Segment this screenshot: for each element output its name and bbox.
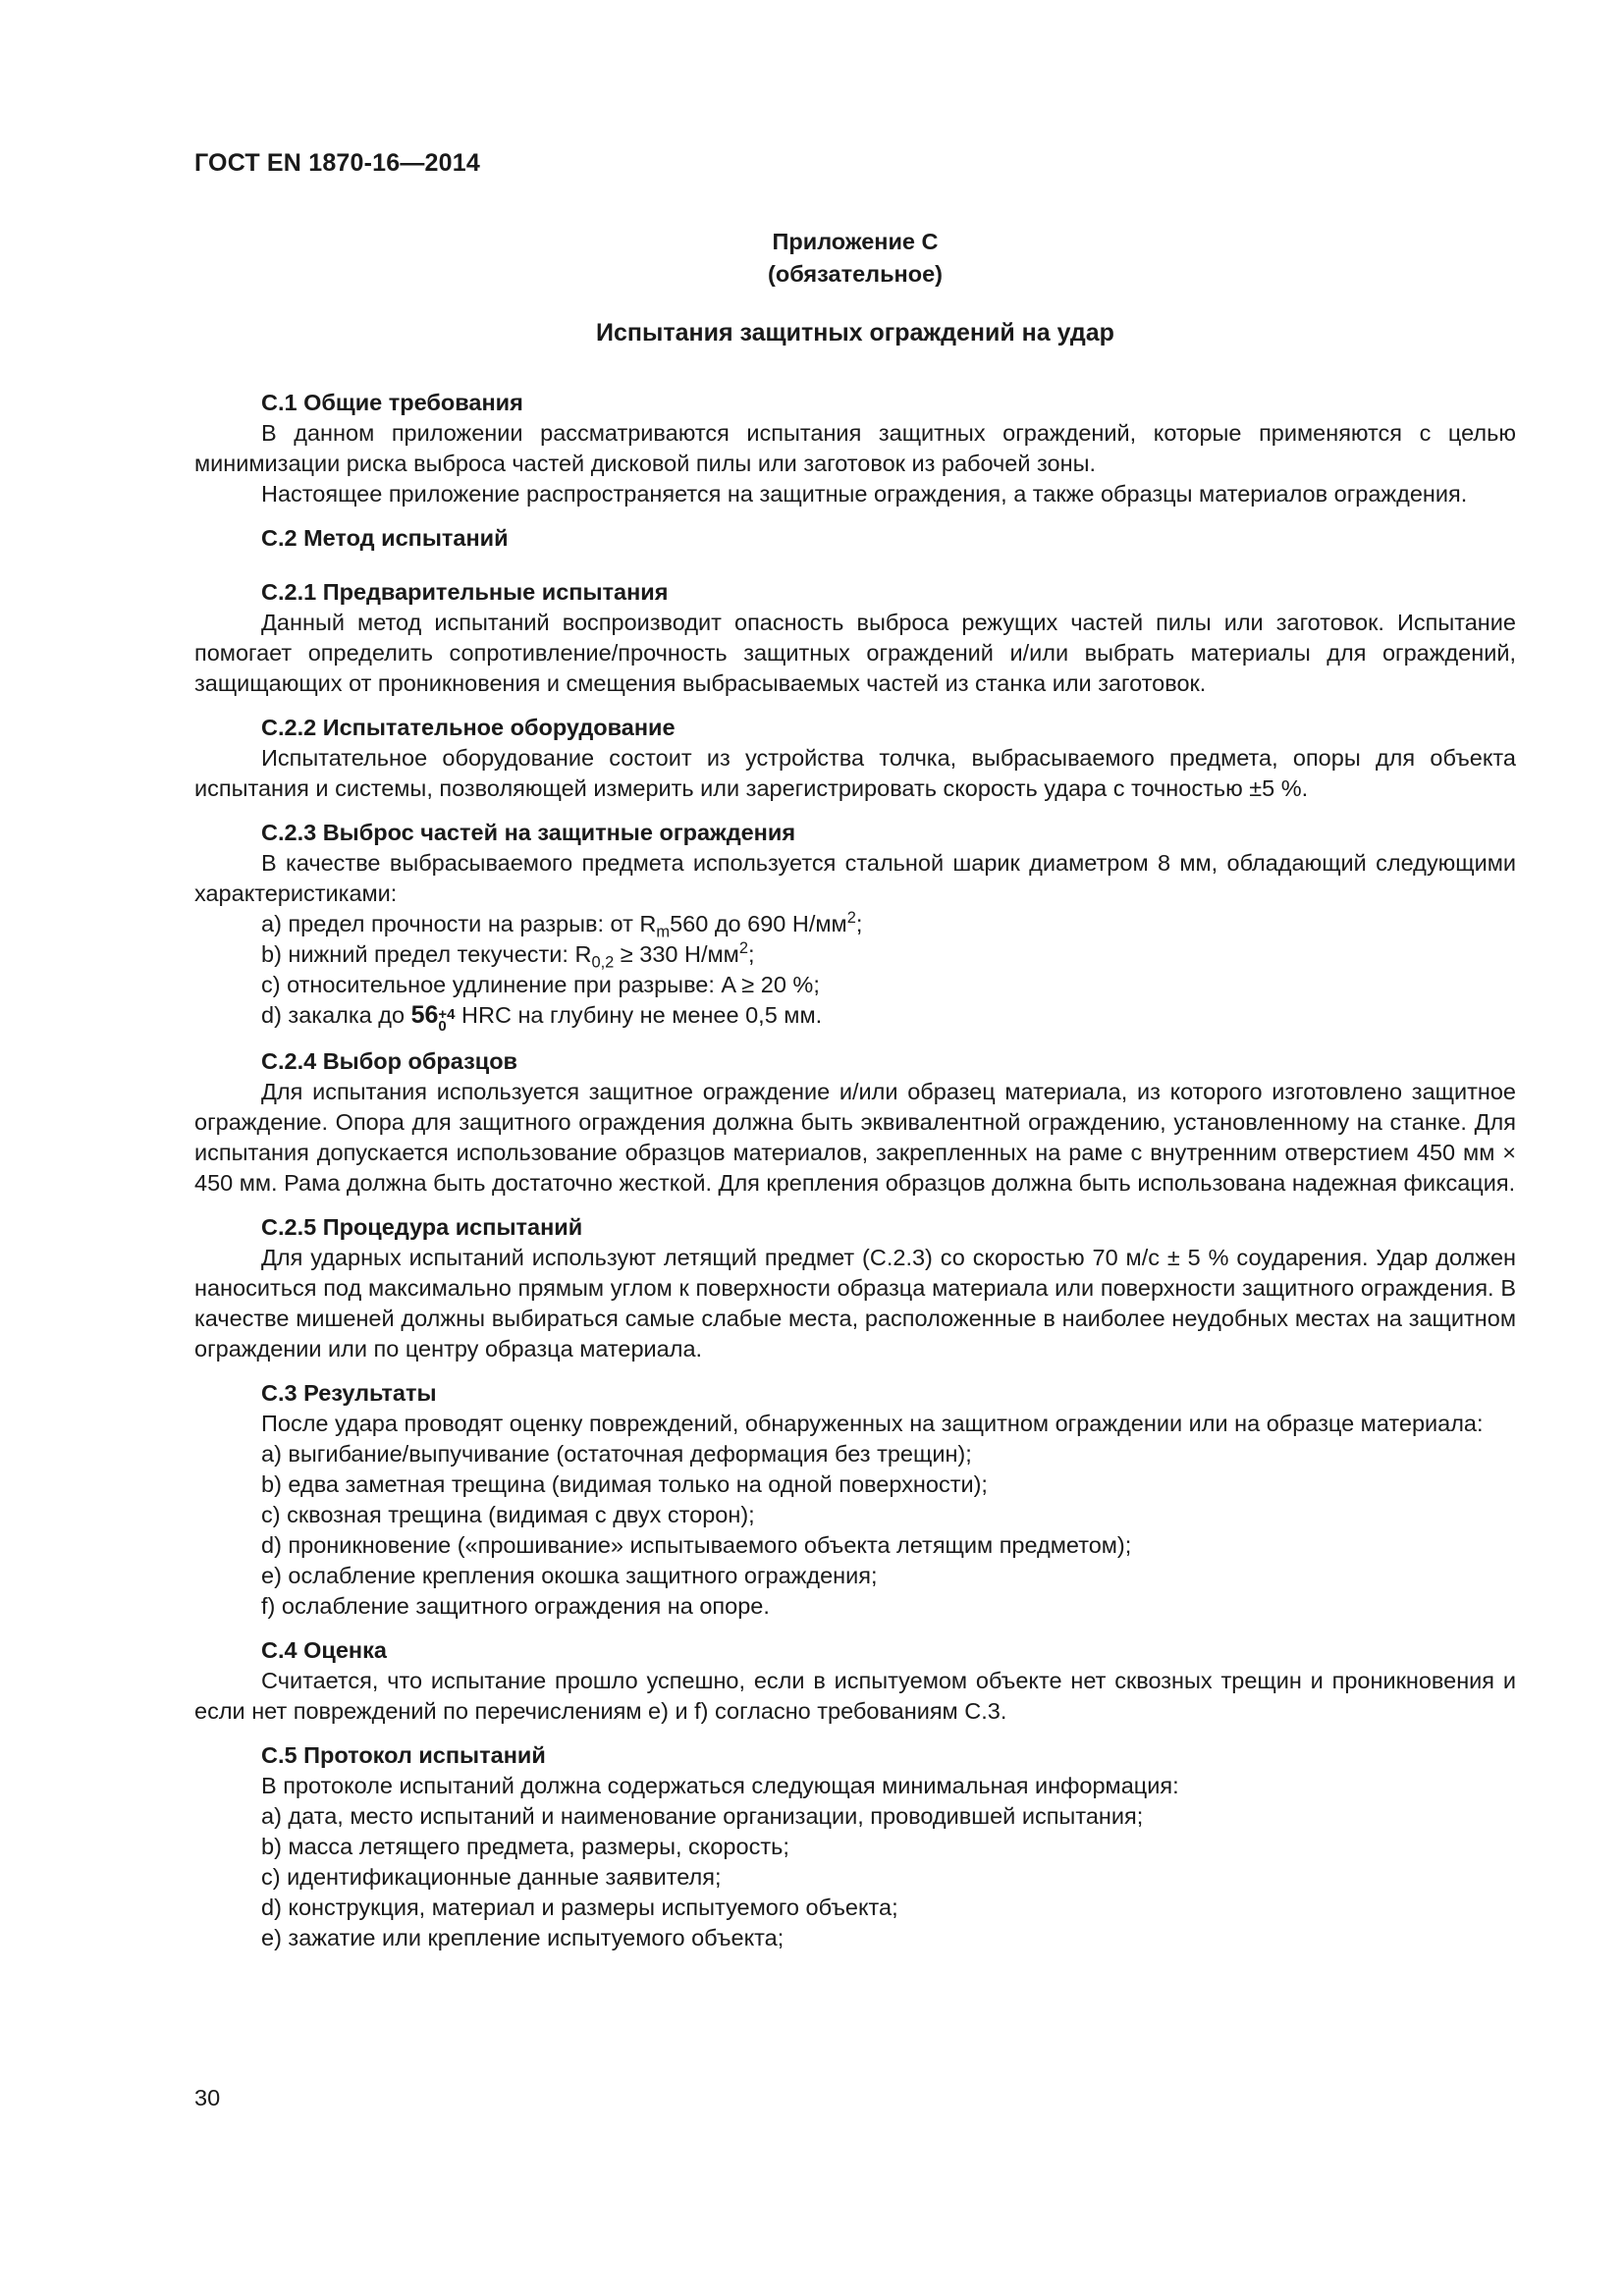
paragraph: После удара проводят оценку повреждений, обнаруженных на защитном ограждении или на образце материала: [261, 1411, 1484, 1436]
section-heading: С.1 Общие требования [261, 390, 523, 415]
list-item: e) ослабление крепления окошка защитного ограждения; [261, 1563, 878, 1588]
list-item: e) зажатие или крепление испытуемого объекта; [261, 1925, 785, 1950]
paragraph: Данный метод испытаний воспроизводит опасность выброса режущих частей пилы или заготовок. Испытание помогает определить сопротивление/прочность защитных ограждений и/или выбрать материалы для ограждений, защищающих от проникновения и смещения выбрасываемых частей из станка или заготовок. [194, 610, 1516, 696]
paragraph: Для ударных испытаний используют летящий предмет (С.2.3) со скоростью 70 м/с ± 5 % соударения. Удар должен наноситься под максимально прямым углом к поверхности образца материала или поверхности защитного ограждения. В качестве мишеней должны выбираться самые слабые места, расположенные в наиболее неудобных местах на защитном ограждении или по центру образца материала. [194, 1245, 1516, 1362]
section-heading: С.2.5 Процедура испытаний [261, 1214, 583, 1240]
list-item: b) едва заметная трещина (видимая только на одной поверхности); [261, 1471, 988, 1497]
list-item: d) конструкция, материал и размеры испытуемого объекта; [261, 1895, 898, 1920]
paragraph: Считается, что испытание прошло успешно, если в испытуемом объекте нет сквозных трещин и проникновения и если нет повреждений по перечислениям e) и f) согласно требованиям С.3. [194, 1668, 1516, 1724]
page-content [194, 226, 1516, 1953]
list-item: c) сквозная трещина (видимая с двух сторон); [261, 1502, 755, 1527]
list-item: a) дата, место испытаний и наименование организации, проводившей испытания; [261, 1803, 1144, 1829]
section-heading: С.2 Метод испытаний [261, 525, 509, 551]
section-heading: С.3 Результаты [261, 1380, 437, 1406]
paragraph: Испытательное оборудование состоит из устройства толчка, выбрасываемого предмета, опоры для объекта испытания и системы, позволяющей измерить или зарегистрировать скорость удара с точностью ±5 %. [194, 745, 1516, 801]
paragraph: В протоколе испытаний должна содержаться следующая минимальная информация: [261, 1773, 1179, 1798]
list-item: b) масса летящего предмета, размеры, скорость; [261, 1834, 789, 1859]
section-heading: С.2.1 Предварительные испытания [261, 579, 669, 605]
tolerance: +4 0 [438, 1006, 456, 1035]
paragraph: Для испытания используется защитное ограждение и/или образец материала, из которого изготовлено защитное ограждение. Опора для защитного ограждения должна быть эквивалентной ограждению, установленному на станке. Для испытания допускается использование образцов материалов, закрепленных на раме с внутренним отверстием 450 мм × 450 мм. Рама должна быть достаточно жесткой. Для крепления образцов должна быть использована надежная фиксация. [194, 1079, 1516, 1196]
list-item: a) предел прочности на разрыв: от $R_m560$ до 690 $Н/мм^2$; [261, 909, 863, 941]
standard-designation: ГОСТ EN 1870-16—2014 [194, 149, 480, 177]
list-item: c) относительное удлинение при разрыве: A ≥ 20 %; [261, 972, 820, 997]
page-number: 30 [194, 2085, 221, 2110]
paragraph: В качестве выбрасываемого предмета используется стальной шарик диаметром 8 мм, обладающий следующими характеристиками: [194, 850, 1516, 906]
list-item: c) идентификационные данные заявителя; [261, 1864, 722, 1890]
paragraph: Настоящее приложение распространяется на защитные ограждения, а также образцы материалов ограждения. [261, 481, 1468, 507]
annex-status: (обязательное) [768, 261, 943, 287]
list-item: a) выгибание/выпучивание (остаточная деформация без трещин); [261, 1441, 972, 1467]
annex-title: Испытания защитных ограждений на удар [596, 319, 1114, 347]
section-heading: С.2.2 Испытательное оборудование [261, 715, 676, 740]
list-item: f) ослабление защитного ограждения на опоре. [261, 1593, 770, 1619]
section-heading: С.2.3 Выброс частей на защитные ограждения [261, 820, 796, 845]
list-item: b) нижний предел текучести: $R_{0,2} \ge 330$ $Н/мм^2$; [261, 939, 755, 972]
section-heading: С.5 Протокол испытаний [261, 1742, 546, 1768]
paragraph: В данном приложении рассматриваются испытания защитных ограждений, которые применяются с целью минимизации риска выброса частей дисковой пилы или заготовок из рабочей зоны. [194, 420, 1516, 476]
section-heading: С.4 Оценка [261, 1637, 387, 1663]
list-item: d) проникновение («прошивание» испытываемого объекта летящим предметом); [261, 1532, 1132, 1558]
list-item: d) закалка до 56 +4 0 HRC на глубину не менее 0,5 мм. [261, 1001, 823, 1035]
section-heading: С.2.4 Выбор образцов [261, 1048, 518, 1074]
annex-label: Приложение С [772, 229, 939, 254]
